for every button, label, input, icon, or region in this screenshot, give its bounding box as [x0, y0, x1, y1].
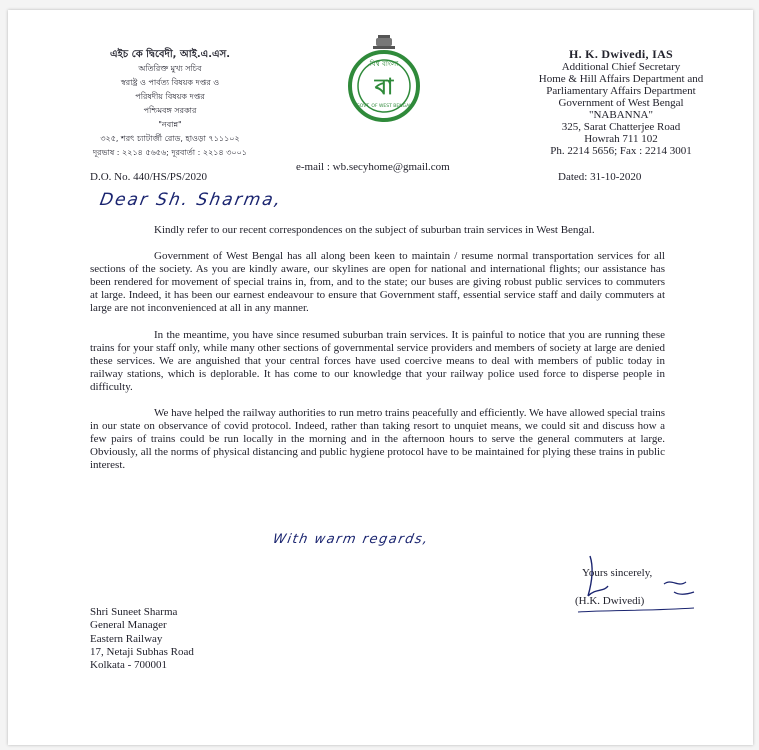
- bengali-dept-1: স্বরাষ্ট্র ও পার্বত্য বিষয়ক দপ্তর ও: [120, 78, 220, 87]
- yours-sincerely: Yours sincerely,: [582, 567, 653, 579]
- addressee-name: Shri Suneet Sharma: [90, 606, 178, 618]
- emblem-bottom-text: GOVT. OF WEST BENGAL: [356, 104, 412, 109]
- official-name: H. K. Dwivedi, IAS: [568, 47, 674, 61]
- official-address-1: 325, Sarat Chatterjee Road: [561, 121, 681, 133]
- addressee-designation: General Manager: [90, 619, 167, 632]
- letter-date: Dated: 31-10-2020: [558, 171, 642, 183]
- email-line: e-mail : wb.secyhome@gmail.com: [296, 161, 450, 173]
- official-gov: Government of West Bengal: [558, 97, 684, 109]
- handwritten-salutation: Dear Sh. Sharma,: [98, 190, 284, 210]
- bengali-designation: অতিরিক্ত মুখ্য সচিব: [138, 64, 202, 73]
- bengali-phones: দূরভাষ : ২২১৪ ৫৬৫৬; দূরবার্তা : ২২১৪ ৩০০১: [92, 148, 248, 157]
- bengali-building: "নবান্ন": [158, 120, 182, 129]
- bengali-gov: পশ্চিমবঙ্গ সরকার: [143, 106, 197, 115]
- official-address-2: Howrah 711 102: [584, 133, 658, 145]
- letter-body: [90, 224, 665, 486]
- signatory-name: (H.K. Dwivedi): [575, 595, 645, 607]
- paragraph-2: Government of West Bengal has all along been keen to maintain / resume normal transportation services for all sections of the society. As you are kindly aware, our skylines are open for national and international flights; our assistance has been rendered for movement of special trains in, from, and to the state; our buses are giving robust public services to commuters at large. Indeed, it has been our earnest endeavour to ensure that Government staff, essential service staff and daily commuters at large are not inconvenienced at all in any manner.: [90, 250, 665, 315]
- signature-mark: [568, 548, 708, 618]
- bengali-dept-2: পরিষদীয় বিষয়ক দপ্তর: [135, 92, 205, 101]
- paragraph-1: Kindly refer to our recent correspondences on the subject of suburban train services in West Bengal.: [154, 224, 595, 236]
- letter-page: [8, 10, 753, 745]
- official-dept-2: Parliamentary Affairs Department: [546, 85, 696, 97]
- official-dept-1: Home & Hill Affairs Department and: [538, 73, 704, 85]
- paragraph-4: We have helped the railway authorities to run metro trains peacefully and efficiently. We have allowed special trains in our state on observance of covid protocol. Indeed, rather than taking resort to unquiet means, we could sit and discuss how a few pairs of trains could be run locally in the morning and in the afternoon hours to serve the general commuters at large. Obviously, all the norms of physical distancing and public hygiene protocol have to be maintained for plying these trains in public interest.: [90, 407, 665, 472]
- official-building: "NABANNA": [589, 109, 653, 121]
- addressee-org: Eastern Railway: [90, 632, 163, 645]
- bengali-name: এইচ কে দ্বিবেদী, আই.এ.এস.: [109, 49, 231, 60]
- official-designation: Additional Chief Secretary: [561, 61, 681, 73]
- english-letterhead: [498, 48, 744, 157]
- bengali-address: ৩২৫, শরৎ চ্যাটার্জী রোড, হাওড়া ৭১১১০২: [100, 134, 240, 143]
- paragraph-3: In the meantime, you have since resumed suburban train services. It is painful to notice that you are running these trains for your staff only, while many other sections of governmental service providers and members of society at large are denied these services. We are anguished that your central forces have used coercive means to deal with members of public today in railway stations, which is deplorable. It has come to our knowledge that your railway police used force to disperse people in difficulty.: [90, 328, 665, 393]
- emblem-letter: বা: [374, 75, 394, 100]
- do-number: D.O. No. 440/HS/PS/2020: [90, 171, 208, 183]
- west-bengal-emblem: [346, 32, 422, 122]
- bengali-letterhead: [70, 48, 270, 160]
- addressee-street: 17, Netaji Subhas Road: [90, 645, 194, 658]
- addressee-block: [90, 606, 194, 672]
- official-phones: Ph. 2214 5656; Fax : 2214 3001: [550, 145, 692, 157]
- handwritten-closing: With warm regards,: [271, 532, 431, 547]
- addressee-city: Kolkata - 700001: [90, 659, 167, 672]
- emblem-top-text: বিশ্ব বাংলা: [369, 60, 399, 68]
